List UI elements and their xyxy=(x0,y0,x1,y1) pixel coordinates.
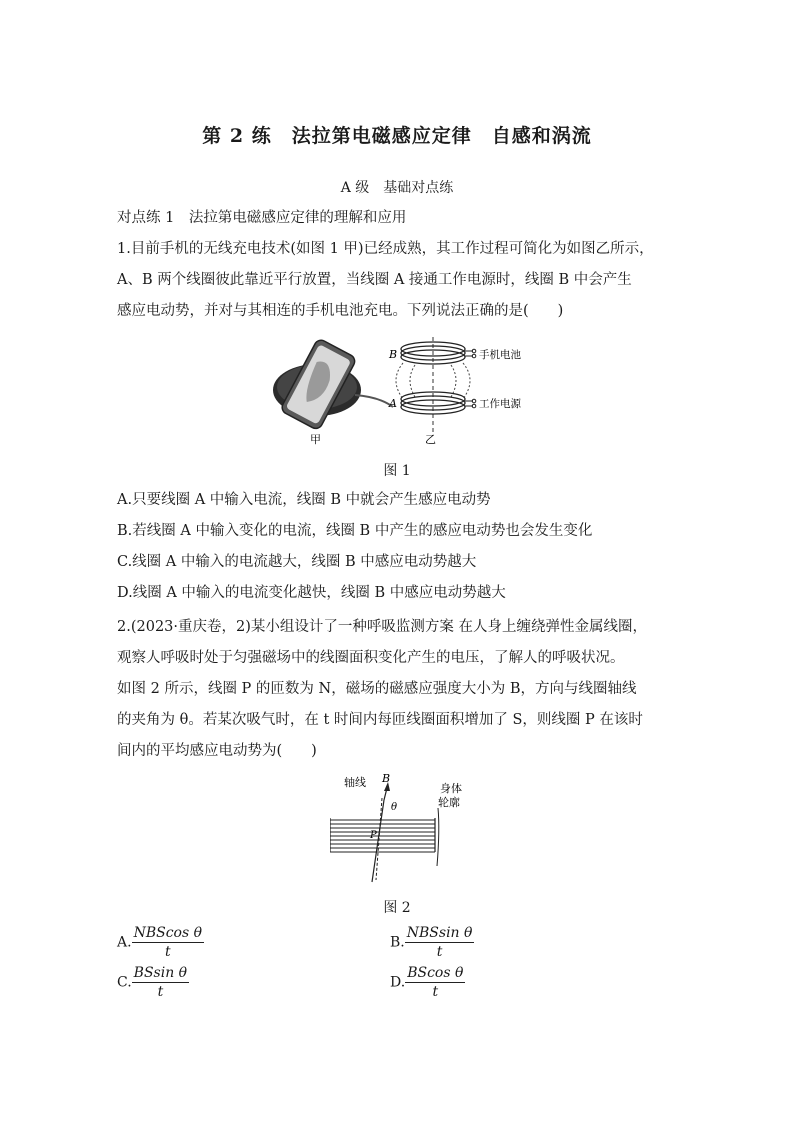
q2-line-2: 观察人呼吸时处于匀强磁场中的线圈面积变化产生的电压，了解人的呼吸状况。 xyxy=(117,650,625,666)
q1-line-3: 感应电动势，并对与其相连的手机电池充电。下列说法正确的是( ) xyxy=(117,303,564,319)
numerator: NBSsin θ xyxy=(406,925,473,941)
figure-1 xyxy=(265,335,535,450)
label-jia: 甲 xyxy=(310,433,321,446)
fraction xyxy=(405,925,475,960)
option-letter: D. xyxy=(390,974,406,991)
label-battery: 手机电池 xyxy=(479,349,521,361)
fraction xyxy=(405,965,465,1000)
q1-option-c: C.线圈 A 中输入的电流越大，线圈 B 中感应电动势越大 xyxy=(117,554,477,570)
numerator: BScos θ xyxy=(407,965,464,981)
option-letter: C. xyxy=(117,974,132,991)
q2-option-a xyxy=(117,925,204,960)
label-coil-a: A xyxy=(389,397,397,410)
denominator: t xyxy=(432,984,439,1000)
fraction xyxy=(132,925,204,960)
label-yi: 乙 xyxy=(425,433,436,446)
q1-option-d: D.线圈 A 中输入的电流变化越快，线圈 B 中感应电动势越大 xyxy=(117,585,506,601)
denominator: t xyxy=(436,944,443,960)
section-heading: 对点练 1 法拉第电磁感应定律的理解和应用 xyxy=(117,210,407,226)
label-body-2: 轮廓 xyxy=(438,796,460,809)
label-theta: θ xyxy=(391,802,398,813)
label-coil-b: B xyxy=(389,348,398,361)
q1-option-a: A.只要线圈 A 中输入电流，线圈 B 中就会产生感应电动势 xyxy=(117,492,491,508)
denominator: t xyxy=(157,984,164,1000)
fraction xyxy=(132,965,189,1000)
figure-2 xyxy=(330,770,470,885)
q1-line-2: A、B 两个线圈彼此靠近平行放置，当线圈 A 接通工作电源时，线圈 B 中会产生 xyxy=(117,272,632,288)
option-letter: A. xyxy=(117,934,132,951)
q2-line-1: 2.(2023·重庆卷，2)某小组设计了一种呼吸监测方案 在人身上缠绕弹性金属线圈， xyxy=(117,619,647,635)
label-axis: 轴线 xyxy=(344,776,366,789)
q2-line-3: 如图 2 所示，线圈 P 的匝数为 N，磁场的磁感应强度大小为 B，方向与线圈轴线 xyxy=(117,681,637,697)
level-heading: A 级 基础对点练 xyxy=(340,180,454,196)
q2-option-b xyxy=(390,925,474,960)
figure-2-caption: 图 2 xyxy=(383,900,411,916)
page-title: 第 2 练 法拉第电磁感应定律 自感和涡流 xyxy=(202,125,592,147)
label-body-1: 身体 xyxy=(440,782,462,795)
coil-diagram xyxy=(330,782,439,882)
coils-diagram xyxy=(396,337,476,435)
figure-1-caption: 图 1 xyxy=(383,463,411,479)
numerator: BSsin θ xyxy=(133,965,188,981)
q2-line-5: 间内的平均感应电动势为( ) xyxy=(117,743,317,759)
label-p: P xyxy=(370,830,377,841)
q1-option-b: B.若线圈 A 中输入变化的电流，线圈 B 中产生的感应电动势也会发生变化 xyxy=(117,523,593,539)
label-b: B xyxy=(382,772,391,785)
q2-line-4: 的夹角为 θ。若某次吸气时，在 t 时间内每匝线圈面积增加了 S，则线圈 P 在该时 xyxy=(117,712,643,728)
q1-line-1: 1.目前手机的无线充电技术(如图 1 甲)已经成熟，其工作过程可简化为如图乙所示， xyxy=(117,241,654,257)
q2-option-d xyxy=(390,965,465,1000)
label-power: 工作电源 xyxy=(479,398,521,410)
denominator: t xyxy=(164,944,171,960)
wireless-charger-illustration xyxy=(273,338,393,431)
numerator: NBScos θ xyxy=(133,925,203,941)
q2-option-c xyxy=(117,965,189,1000)
option-letter: B. xyxy=(390,934,405,951)
